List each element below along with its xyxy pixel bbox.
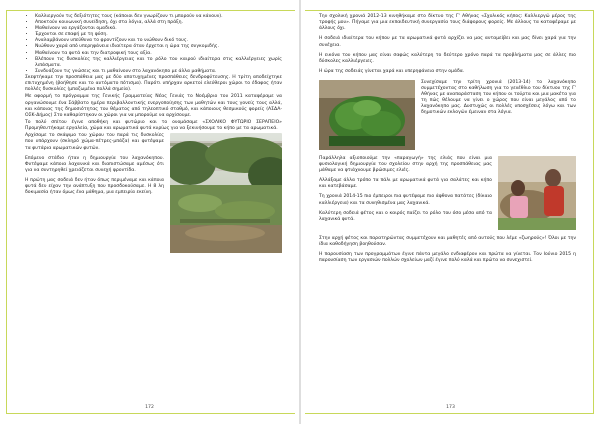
text-photo-row (319, 156, 576, 233)
paragraph: Αλλάξαμε άλλα τρόπο τα πάλι με αρωματικά φυτά για σαλάτες και κήπο και κατεβάσαμε. (319, 178, 492, 190)
list-item: • Μαθαίνουν να εργάζονται ομαδικά. (35, 26, 282, 32)
text-photo-row (25, 133, 282, 256)
harvest-photo (319, 80, 415, 153)
paragraph: Παράλληλα αξιοποιούμε την «παραγωγή» της ελιάς που είναι μια φυσιολογική δημιουργία του σχολείου στην αρχή της προσπάθειας μας μάθαμε να φτιάχνουμε βρώσιμες ελιές. (319, 155, 492, 173)
list-item: • Συνδυάζουν τις γνώσεις και τι μαθαίνουν στο λαχανόκηπο με άλλα μαθήματα. (35, 69, 282, 75)
paragraph: Καλύτερη σοδειά φέτος και ο καιρός παίζει το ρόλο του όσο μέσα από τα λαχανικά φυτά. (319, 210, 492, 222)
paragraph: Συνεχίσαμε την τρίτη χρονιά (2013-14) το λαχανόκηπο συμμετέχοντας στο καθήλωση για το γενέθλιο του δίκτυου της Γ' Αθήνας με αναπαράσταση του κήπου οι τούρτα και μια μακέτα για τη πώς θέλουμε να γίνει ο χώρος που είναι μεγάλος από το λαχανόκηπο μας. Δυστυχώς οι πολλές υποσχέσεις λόγω και των δημοτικών εκλογών έμειναν στα λόγια. (421, 79, 576, 115)
page-number: 173 (446, 405, 455, 410)
paragraph: Αρχίσαμε το σκάψιμο του χώρου του παρά τις δυσκολίες που υπάρχουν (σκληρό χώμα-πέτρες-μπάζα) και φυτέψαμε τα φυτάρια αρωματικών φυτών. (25, 133, 164, 151)
paragraph: Την σχολική χρονιά 2012-13 κινηθήκαμε στο δίκτυο της Γ' Αθήνας «Σχολικός κήπος: Καλλιεργώ μέρος της τροφής μου». Πήγαμε για μια εκπαιδευτική συνεργασία τους διάφορους φορείς. Με άλλους τα καταφέραμε με άλλους όχι. (319, 14, 576, 32)
paragraph: Τη χρονιά 2014-15 πιο έμπειροι πια φυτέψαμε πιο άφθονα πατάτες (δίκαιο καλλιέργεια) και τα συνηθισμένα μας λαχανικά. (319, 194, 492, 206)
right-page (301, 0, 600, 424)
list-item: • Έρχονται σε επαφή με τη φύση. (35, 32, 282, 38)
text-photo-row (319, 80, 576, 153)
students-photo (498, 156, 576, 233)
paragraph: Η παρουσίαση των προγραμμάτων έγινε πάντα μεγάλο ενδιαφέρον και πρώτα να γίνεται. Τον Ιούνιο 2015 η παρουσίαση των εργασιών πολλών σχολείων μαζί έγινε πολύ καλά και πρώτα να συνεχιστεί. (319, 252, 576, 264)
paragraph: Στην αρχή φέτος και παρατηρώντας συμμετέχουν και μαθητές από αυτούς που λέμε «ζωηρούς»! Όλοι με την ίδια καθοδήγηση βοηθούσαν. (319, 235, 576, 247)
paragraph: Η σοδειά ιδιαίτερα του κήπου με τα αρωματικά φυτά αρχίζει να μας ανταμείβει και μας δίνει χαρά για την συνέχεια. (319, 36, 576, 48)
list-item: • Αποκτούν κοινωνική συνείδηση, όχι στα λόγια, αλλά στη πράξη. (35, 20, 282, 26)
paragraph: Σκεφτήκαμε την προσπάθεια μας με δύο αποτυχημένες προσπάθειες δενδροφύτευσης. Η τρίτη αποδείχτηκε επιτυχημένη (βοήθησε και το αυτόματο πότισμα). Παρότι υπήρχαν αρκετοί ελεύθεροι χώροι το έδαφος ήταν πολλές δυσκολίες (μπαζωμένα πολλά σημεία). (25, 74, 282, 93)
paragraph: Επόμενο στάδιο ήταν η δημιουργία του λαχανόκηπου. Φυτέψαμε κάποια λαχανικά και διαπιστώσαμε αμέσως ότι για να συντηρηθεί χρειάζεται συνεχή φροντίδα. (25, 155, 164, 173)
list-item: • Μαθαίνουν τα φυτά και την διατροφική τους αξία. (35, 51, 282, 57)
list-item: • Νιώθουν χαρά από υπερηφάνεια ιδιαίτερα όταν έρχεται η ώρα της συγκομιδής. (35, 44, 282, 50)
benefits-list (35, 14, 282, 75)
paragraph: Το πολύ σπίτου έγινε αποθήκη και φυτώριο και το ονομάσαμε «ΣΧΟΛΙΚΟ ΦΥΤΩΡΙΟ ΣΕΡΑΠΕΙΟ» Προμηθευτήκαμε εργαλεία, χώμα και αρωματικά φυτά κυρίως για να ξεκινήσουμε το κήπο με τα αρωματικά. (25, 119, 282, 132)
left-content (25, 14, 282, 256)
right-content (319, 14, 576, 265)
left-page (0, 0, 299, 424)
list-item: • Αναλαμβάνουν υπεύθυνα το φροντίζουν και το νιώθουν δικό τους. (35, 38, 282, 44)
list-item: • Βλέπουν τις δυσκολίες της καλλιέργειας και το ρόλο του καιρού ιδιαίτερα στις καλλιέργειες χωρίς λιπάσματα. (35, 57, 282, 69)
paragraph: Με αφορμή το πρόγραμμα της Γενικής Γραμματείας Νέας Γενιάς το Νοέμβριο του 2011 καταφέραμε να οργανώσουμε ένα Σάββατο ημέρα περιβαλλοντικής ενεργοποίησης των μαθητών και τους γονείς τους αλλά, και κάποιας της δημοσιότητας του θέματος από τηλεοπτικό σταθμό, και κάποιους θεσμικούς φορείς (ΑΣΔΑ-ΟΣΚ-Δήμος) Στο καθαρίστηκαν οι χώροι για να μπορούμε να αρχίσουμε. (25, 94, 282, 118)
paragraph: Η ώρα της σοδειάς γίνεται χαρά και υπερηφάνεια στην ομάδα. (319, 69, 465, 75)
paragraph: Η εικόνα του κήπου μας είναι σαφώς καλύτερη το δεύτερο χρόνο παρά τα προβλήματα μας σε άλλες πιο δύσκολες καλλιέργειες. (319, 52, 576, 64)
paragraph: Η πρώτη μας σοδειά δεν ήταν όπως περιμέναμε και κάποια φυτά δεν είχαν την ανάπτυξη που προσδοκούσαμε. Η 8 λη δοκιμασία ήταν όμως ένα μάθημα, μια εμπειρία εκείνη. (25, 178, 164, 196)
garden-photo (170, 133, 282, 256)
page-number: 172 (145, 405, 154, 410)
list-item: • Καλλιεργούν τις δεξιότητες τους (κάποιοι δεν γνωρίζουν τι μπορούν να κάνουν). (35, 14, 282, 20)
